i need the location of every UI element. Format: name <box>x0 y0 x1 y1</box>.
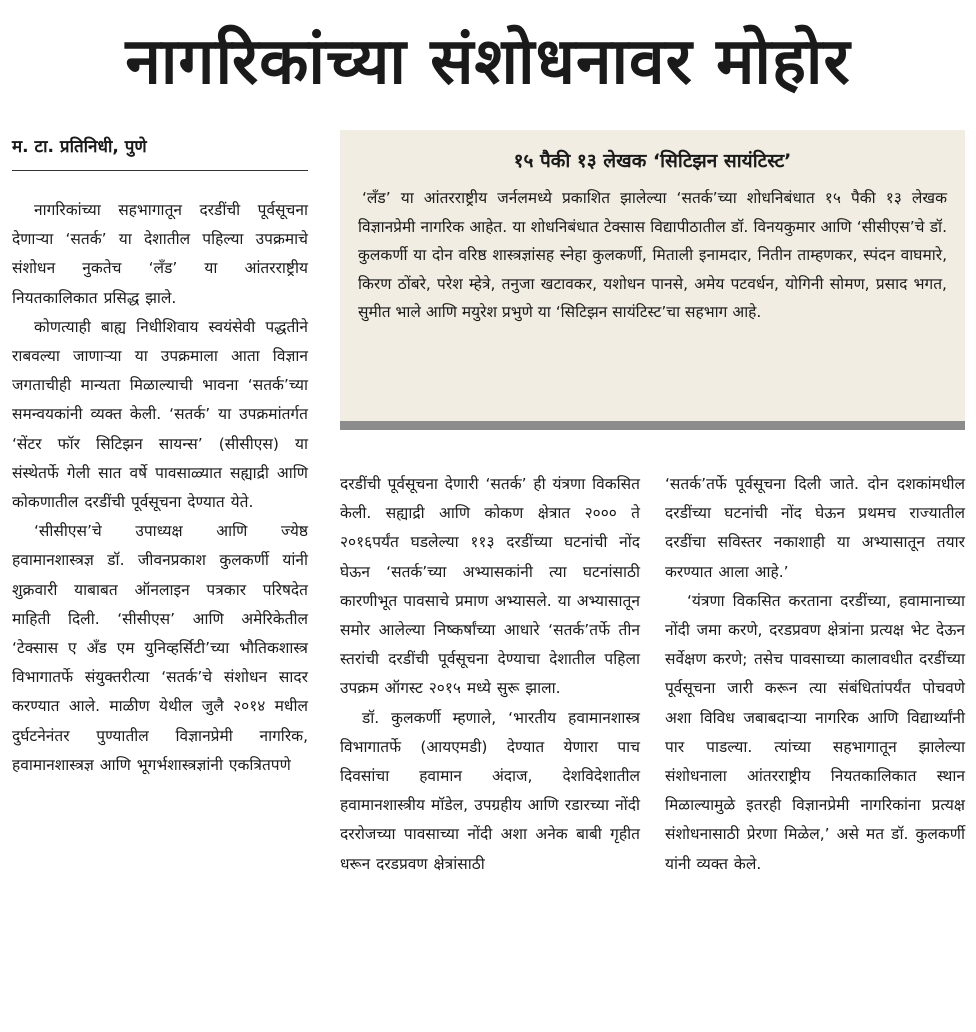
paragraph: ‘यंत्रणा विकसित करताना दरडींच्या, हवामानाच्या नोंदी जमा करणे, दरडप्रवण क्षेत्रांना प्रत्यक्ष भेट देऊन सर्वेक्षण करणे; तसेच पावसाच्या कालावधीत दरडींच्या पूर्वसूचना जारी करून त्या संबंधितांपर्यंत पोचवणे अशा विविध जबाबदाऱ्या नागरिक आणि विद्यार्थ्यांनी पार पाडल्या. त्यांच्या सहभागातून झालेल्या संशोधनाला आंतरराष्ट्रीय नियतकालिकात स्थान मिळाल्यामुळे इतरही विज्ञानप्रेमी नागरिकांना प्रत्यक्ष संशोधनासाठी प्रेरणा मिळेल,’ असे मत डॉ. कुलकर्णी यांनी व्यक्त केले. <box>665 591 965 873</box>
sidebox <box>340 130 965 430</box>
paragraph: ‘सीसीएस’चे उपाध्यक्ष आणि ज्येष्ठ हवामानशास्त्रज्ञ डॉ. जीवनप्रकाश कुलकर्णी यांनी शुक्रवारी याबाबत ऑनलाइन पत्रकार परिषदेत माहिती दिली. ‘सीसीएस’ आणि अमेरिकेतील ‘टेक्सास ए अँड एम युनिव्हर्सिटी’च्या भौतिकशास्त्र विभागातर्फे संयुक्तरीत्या ‘सतर्क’चे संशोधन सादर करण्यात आले. माळीण येथील जुलै २०१४ मधील दुर्घटनेनंतर पुण्यातील विज्ञानप्रेमी नागरिक, हवामानशास्त्रज्ञ आणि भूगर्भशास्त्रज्ञांनी एकत्रितपणे <box>12 522 308 774</box>
paragraph: दरडींची पूर्वसूचना देणारी ‘सतर्क’ ही यंत्रणा विकसित केली. सह्याद्री आणि कोकण क्षेत्रात २००० ते २०१६पर्यंत घडलेल्या ११३ दरडींच्या घटनांची नोंद घेऊन ‘सतर्क’च्या अभ्यासकांनी त्या घटनांसाठी कारणीभूत पावसाचे प्रमाण अभ्यासले. या अभ्यासातून समोर आलेल्या निष्कर्षांच्या आधारे ‘सतर्क’तर्फे तीन स्तरांची दरडींची पूर्वसूचना देण्याचा देशातील पहिला उपक्रम ऑगस्ट २०१५ मध्ये सुरू झाला. <box>340 475 640 698</box>
article-column-3 <box>665 470 965 879</box>
paragraph: ‘सतर्क’तर्फे पूर्वसूचना दिली जाते. दोन दशकांमधील दरडींच्या घटनांची नोंद घेऊन प्रथमच राज्यातील दरडींचा सविस्तर नकाशाही या अभ्यासातून तयार करण्यात आला आहे.’ <box>665 475 965 581</box>
paragraph: नागरिकांच्या सहभागातून दरडींची पूर्वसूचना देणाऱ्या ‘सतर्क’ या देशातील पहिल्या उपक्रमाचे संशोधन नुकतेच ‘लँड’ या आंतरराष्ट्रीय नियतकालिकात प्रसिद्ध झाले. <box>12 201 308 307</box>
byline: म. टा. प्रतिनिधी, पुणे <box>12 130 308 171</box>
headline: नागरिकांच्या संशोधनावर मोहोर <box>125 25 851 99</box>
article-column-1 <box>12 196 308 780</box>
sidebox-body: ‘लँड’ या आंतरराष्ट्रीय जर्नलमध्ये प्रकाशित झालेल्या ‘सतर्क’च्या शोधनिबंधात १५ पैकी १३ लेखक विज्ञानप्रेमी नागरिक आहेत. या शोधनिबंधात टेक्सास विद्यापीठातील डॉ. विनयकुमार आणि ‘सीसीएस’चे डॉ. कुलकर्णी या दोन वरिष्ठ शास्त्रज्ञांसह स्नेहा कुलकर्णी, मिताली इनामदार, नितीन ताम्हणकर, स्पंदन वाघमारे, किरण ठोंबरे, परेश म्हेत्रे, तनुजा खटावकर, यशोधन पानसे, अमेय पटवर्धन, योगिनी सोमण, प्रसाद भगत, सुमीत भाले आणि मयुरेश प्रभुणे या ‘सिटिझन सायंटिस्ट’चा सहभाग आहे. <box>358 189 947 322</box>
paragraph: डॉ. कुलकर्णी म्हणाले, ‘भारतीय हवामानशास्त्र विभागातर्फे (आयएमडी) देण्यात येणारा पाच दिवसांचा हवामान अंदाज, देशविदेशातील हवामानशास्त्रीय मॉडेल, उपग्रहीय आणि रडारच्या नोंदी दररोजच्या पावसाच्या नोंदी अशा अनेक बाबी गृहीत धरून दरडप्रवण क्षेत्रांसाठी <box>340 708 640 873</box>
sidebox-title: १५ पैकी १३ लेखक ‘सिटिझन सायंटिस्ट’ <box>513 150 792 172</box>
article-column-2 <box>340 470 640 879</box>
paragraph: कोणत्याही बाह्य निधीशिवाय स्वयंसेवी पद्धतीने राबवल्या जाणाऱ्या या उपक्रमाला आता विज्ञान जगताचीही मान्यता मिळाल्याची भावना ‘सतर्क’च्या समन्वयकांनी व्यक्त केली. ‘सतर्क’ या उपक्रमांतर्गत ‘सेंटर फॉर सिटिझन सायन्स’ (सीसीएस) या संस्थेतर्फे गेली सात वर्षे पावसाळ्यात सह्याद्री आणि कोकणातील दरडींची पूर्वसूचना देण्यात येते. <box>12 317 308 512</box>
